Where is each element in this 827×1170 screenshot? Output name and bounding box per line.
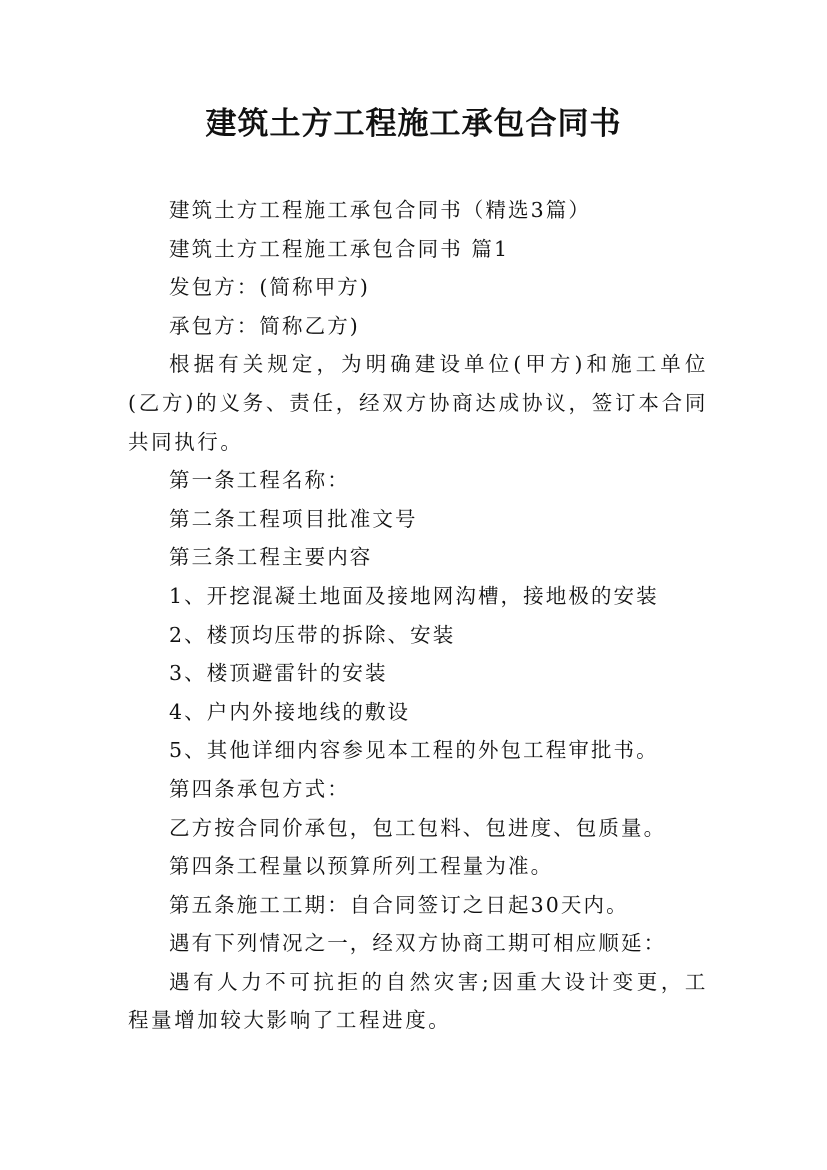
paragraph-force-majeure: 遇有人力不可抗拒的自然灾害;因重大设计变更，工程量增加较大影响了工程进度。 — [128, 969, 708, 1033]
paragraph-contract-mode: 乙方按合同价承包，包工包料、包进度、包质量。 — [169, 815, 667, 840]
paragraph-item-1: 1、开挖混凝土地面及接地网沟槽，接地极的安装 — [169, 583, 659, 608]
paragraph-party-b: 承包方：简称乙方) — [169, 313, 360, 338]
paragraph-item-5: 5、其他详细内容参见本工程的外包工程审批书。 — [169, 738, 659, 763]
paragraph-article-2: 第二条工程项目批准文号 — [169, 506, 418, 531]
paragraph-article-5: 第五条施工工期：自合同签订之日起30天内。 — [169, 892, 629, 917]
paragraph-preamble: 根据有关规定，为明确建设单位(甲方)和施工单位(乙方)的义务、责任，经双方协商达成协议，签订本合同共同执行。 — [128, 352, 708, 454]
paragraph-article-3: 第三条工程主要内容 — [169, 545, 373, 570]
paragraph-article-1: 第一条工程名称： — [169, 468, 350, 493]
paragraph-section-heading: 建筑土方工程施工承包合同书 篇1 — [169, 236, 510, 261]
paragraph-item-2: 2、楼顶均压带的拆除、安装 — [169, 622, 456, 647]
paragraph-item-4: 4、户内外接地线的敷设 — [169, 699, 411, 724]
document-body — [128, 191, 708, 1040]
paragraph-extension: 遇有下列情况之一，经双方协商工期可相应顺延： — [169, 931, 667, 956]
paragraph-subtitle: 建筑土方工程施工承包合同书（精选3篇） — [169, 198, 591, 222]
paragraph-article-4: 第四条承包方式： — [169, 776, 350, 801]
paragraph-party-a: 发包方：(简称甲方) — [169, 275, 370, 300]
paragraph-article-4-quantity: 第四条工程量以预算所列工程量为准。 — [169, 854, 554, 879]
paragraph-item-3: 3、楼顶避雷针的安装 — [169, 661, 388, 686]
document-title: 建筑土方工程施工承包合同书 — [205, 106, 622, 142]
